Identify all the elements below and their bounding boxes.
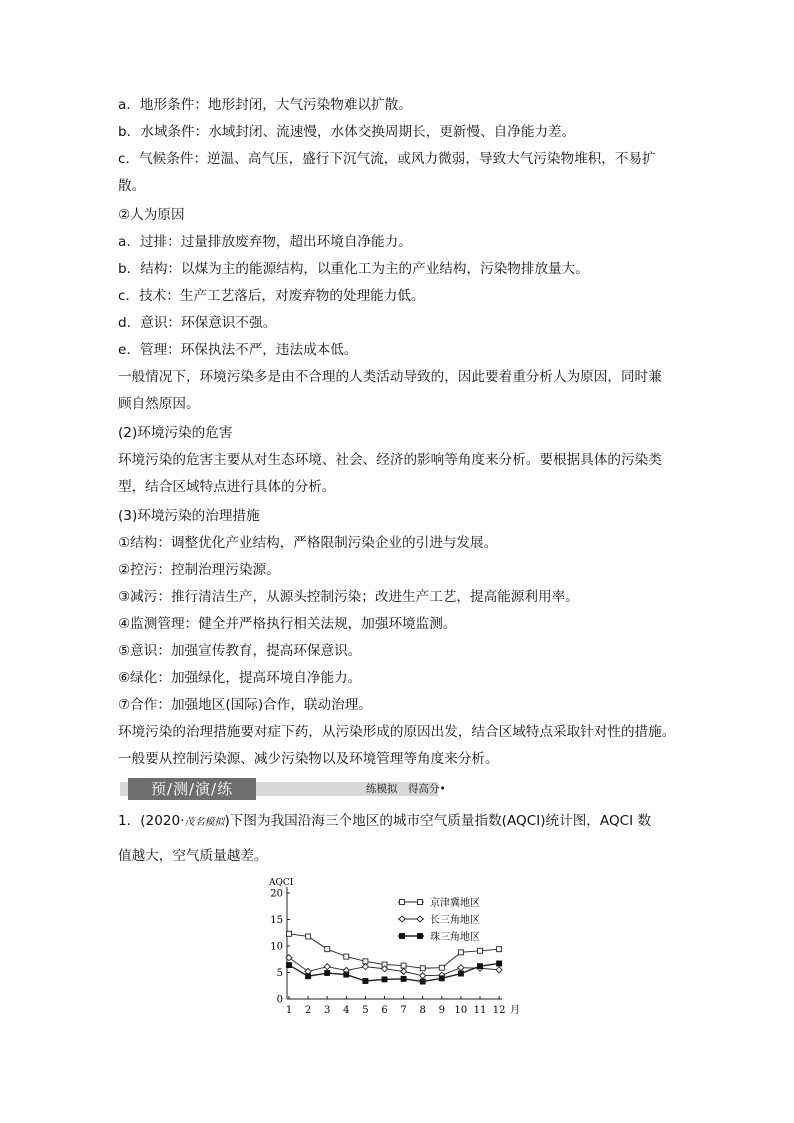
legend-marker bbox=[418, 900, 423, 905]
text-line: ④监测管理：健全并严格执行相关法规，加强环境监测。 bbox=[118, 616, 457, 632]
x-tick-label: 2 bbox=[304, 1005, 312, 1016]
text-line: b．水域条件：水域封闭、流速慢，水体交换周期长，更新慢、自净能力差。 bbox=[118, 124, 576, 140]
data-point bbox=[458, 965, 464, 971]
text-line: (3)环境污染的治理措施 bbox=[118, 508, 260, 524]
text-line: 一般情况下，环境污染多是由不合理的人类活动导致的，因此要着重分析人为原因，同时兼 bbox=[118, 369, 662, 385]
data-point bbox=[344, 954, 349, 959]
legend-marker bbox=[400, 900, 405, 905]
text-line: (2)环境污染的危害 bbox=[118, 425, 233, 441]
x-tick-label: 3 bbox=[324, 1005, 331, 1016]
text-line: a．过排：过量排放废弃物，超出环境自净能力。 bbox=[118, 234, 412, 250]
data-point bbox=[363, 978, 368, 983]
data-point bbox=[362, 964, 368, 970]
legend-marker bbox=[399, 916, 405, 922]
banner-subtitle: 练模拟 得高分• bbox=[366, 783, 446, 795]
text-line: ⑦合作：加强地区(国际)合作，联动治理。 bbox=[118, 697, 372, 713]
banner-title: 预/测/演/练 bbox=[128, 778, 256, 800]
data-point bbox=[287, 963, 292, 968]
text-line: a．地形条件：地形封闭，大气污染物难以扩散。 bbox=[118, 97, 412, 113]
text-line: 散。 bbox=[118, 178, 146, 194]
text-line: c．技术：生产工艺落后，对废弃物的处理能力低。 bbox=[118, 288, 425, 304]
data-point bbox=[324, 964, 330, 970]
x-tick-label: 12 bbox=[492, 1005, 506, 1016]
y-tick-label: 10 bbox=[270, 941, 283, 953]
bullet-icon: • bbox=[439, 783, 446, 795]
data-point bbox=[478, 948, 483, 953]
y-tick-label: 5 bbox=[276, 968, 283, 979]
text-line: 型，结合区域特点进行具体的分析。 bbox=[118, 479, 336, 495]
y-tick-label: 0 bbox=[276, 994, 283, 1006]
text-line: c．气候条件：逆温、高气压，盛行下沉气流，或风力微弱，导致大气污染物堆积，不易扩 bbox=[118, 151, 656, 167]
aqci-line-chart bbox=[262, 873, 532, 1023]
x-tick-label: 10 bbox=[454, 1005, 468, 1016]
text-line: 环境污染的治理措施要对症下药，从污染形成的原因出发，结合区域特点采取针对性的措施。 bbox=[118, 724, 676, 740]
legend-marker bbox=[400, 934, 405, 939]
question-line-1: 1．(2020·茂名模拟)下图为我国沿海三个地区的城市空气质量指数(AQCI)统计图，AQCI 数 bbox=[118, 813, 652, 829]
legend-label: 京津冀地区 bbox=[430, 898, 480, 909]
data-point bbox=[382, 977, 387, 982]
text-line: e．管理：环保执法不严，违法成本低。 bbox=[118, 342, 358, 358]
text-line: 顾自然原因。 bbox=[118, 396, 200, 412]
text-line: ②控污：控制治理污染源。 bbox=[118, 562, 280, 578]
data-point bbox=[458, 950, 463, 955]
y-tick-label: 20 bbox=[270, 888, 283, 900]
data-point bbox=[306, 974, 311, 979]
data-point bbox=[420, 973, 426, 979]
x-tick-label: 11 bbox=[473, 1005, 487, 1016]
x-tick-label: 8 bbox=[419, 1005, 426, 1016]
y-axis-label: AQCI bbox=[269, 878, 294, 888]
x-tick-label: 7 bbox=[400, 1005, 407, 1016]
data-point bbox=[478, 964, 483, 969]
text-line: b．结构：以煤为主的能源结构，以重化工为主的产业结构，污染物排放量大。 bbox=[118, 261, 589, 277]
text-line: d．意识：环保意识不强。 bbox=[118, 315, 277, 331]
data-point bbox=[401, 968, 407, 974]
data-point bbox=[439, 976, 444, 981]
series-line-3 bbox=[289, 963, 499, 981]
x-tick-label: 6 bbox=[381, 1005, 388, 1016]
data-point bbox=[497, 961, 502, 966]
data-point bbox=[496, 967, 502, 973]
legend-label: 长三角地区 bbox=[430, 915, 480, 926]
data-point bbox=[306, 934, 311, 939]
x-tick-label: 4 bbox=[343, 1005, 350, 1016]
data-point bbox=[497, 947, 502, 952]
legend-marker bbox=[418, 934, 423, 939]
data-point bbox=[420, 979, 425, 984]
series-line-2 bbox=[289, 958, 499, 976]
text-line: ⑥绿化：加强绿化，提高环境自净能力。 bbox=[118, 670, 362, 686]
text-line: ②人为原因 bbox=[118, 207, 185, 223]
data-point bbox=[420, 966, 425, 971]
x-tick-label: 5 bbox=[362, 1005, 369, 1016]
x-tick-label: 9 bbox=[438, 1005, 445, 1016]
legend-marker bbox=[417, 916, 423, 922]
data-point bbox=[401, 976, 406, 981]
data-point bbox=[325, 947, 330, 952]
text-line: ①结构：调整优化产业结构，严格限制污染企业的引进与发展。 bbox=[118, 535, 498, 551]
data-point bbox=[458, 971, 463, 976]
data-point bbox=[325, 971, 330, 976]
y-tick-label: 15 bbox=[270, 915, 283, 926]
question-source: 茂名模拟 bbox=[184, 817, 225, 828]
x-tick-label: 1 bbox=[285, 1005, 293, 1016]
text-line: 环境污染的危害主要从对生态环境、社会、经济的影响等角度来分析。要根据具体的污染类 bbox=[118, 452, 662, 468]
text-line: ⑤意识：加强宣传教育，提高环保意识。 bbox=[118, 643, 362, 659]
question-line-2: 值越大，空气质量越差。 bbox=[118, 848, 268, 864]
section-banner bbox=[120, 778, 446, 800]
text-line: 一般要从控制污染源、减少污染物以及环境管理等角度来分析。 bbox=[118, 751, 499, 767]
data-point bbox=[344, 972, 349, 977]
data-point bbox=[287, 931, 292, 936]
x-axis-unit: 月 bbox=[510, 1005, 520, 1016]
data-point bbox=[439, 965, 444, 970]
data-point bbox=[401, 963, 406, 968]
text-line: ③减污：推行清洁生产，从源头控制污染；改进生产工艺，提高能源利用率。 bbox=[118, 589, 579, 605]
legend-label: 珠三角地区 bbox=[430, 932, 480, 943]
